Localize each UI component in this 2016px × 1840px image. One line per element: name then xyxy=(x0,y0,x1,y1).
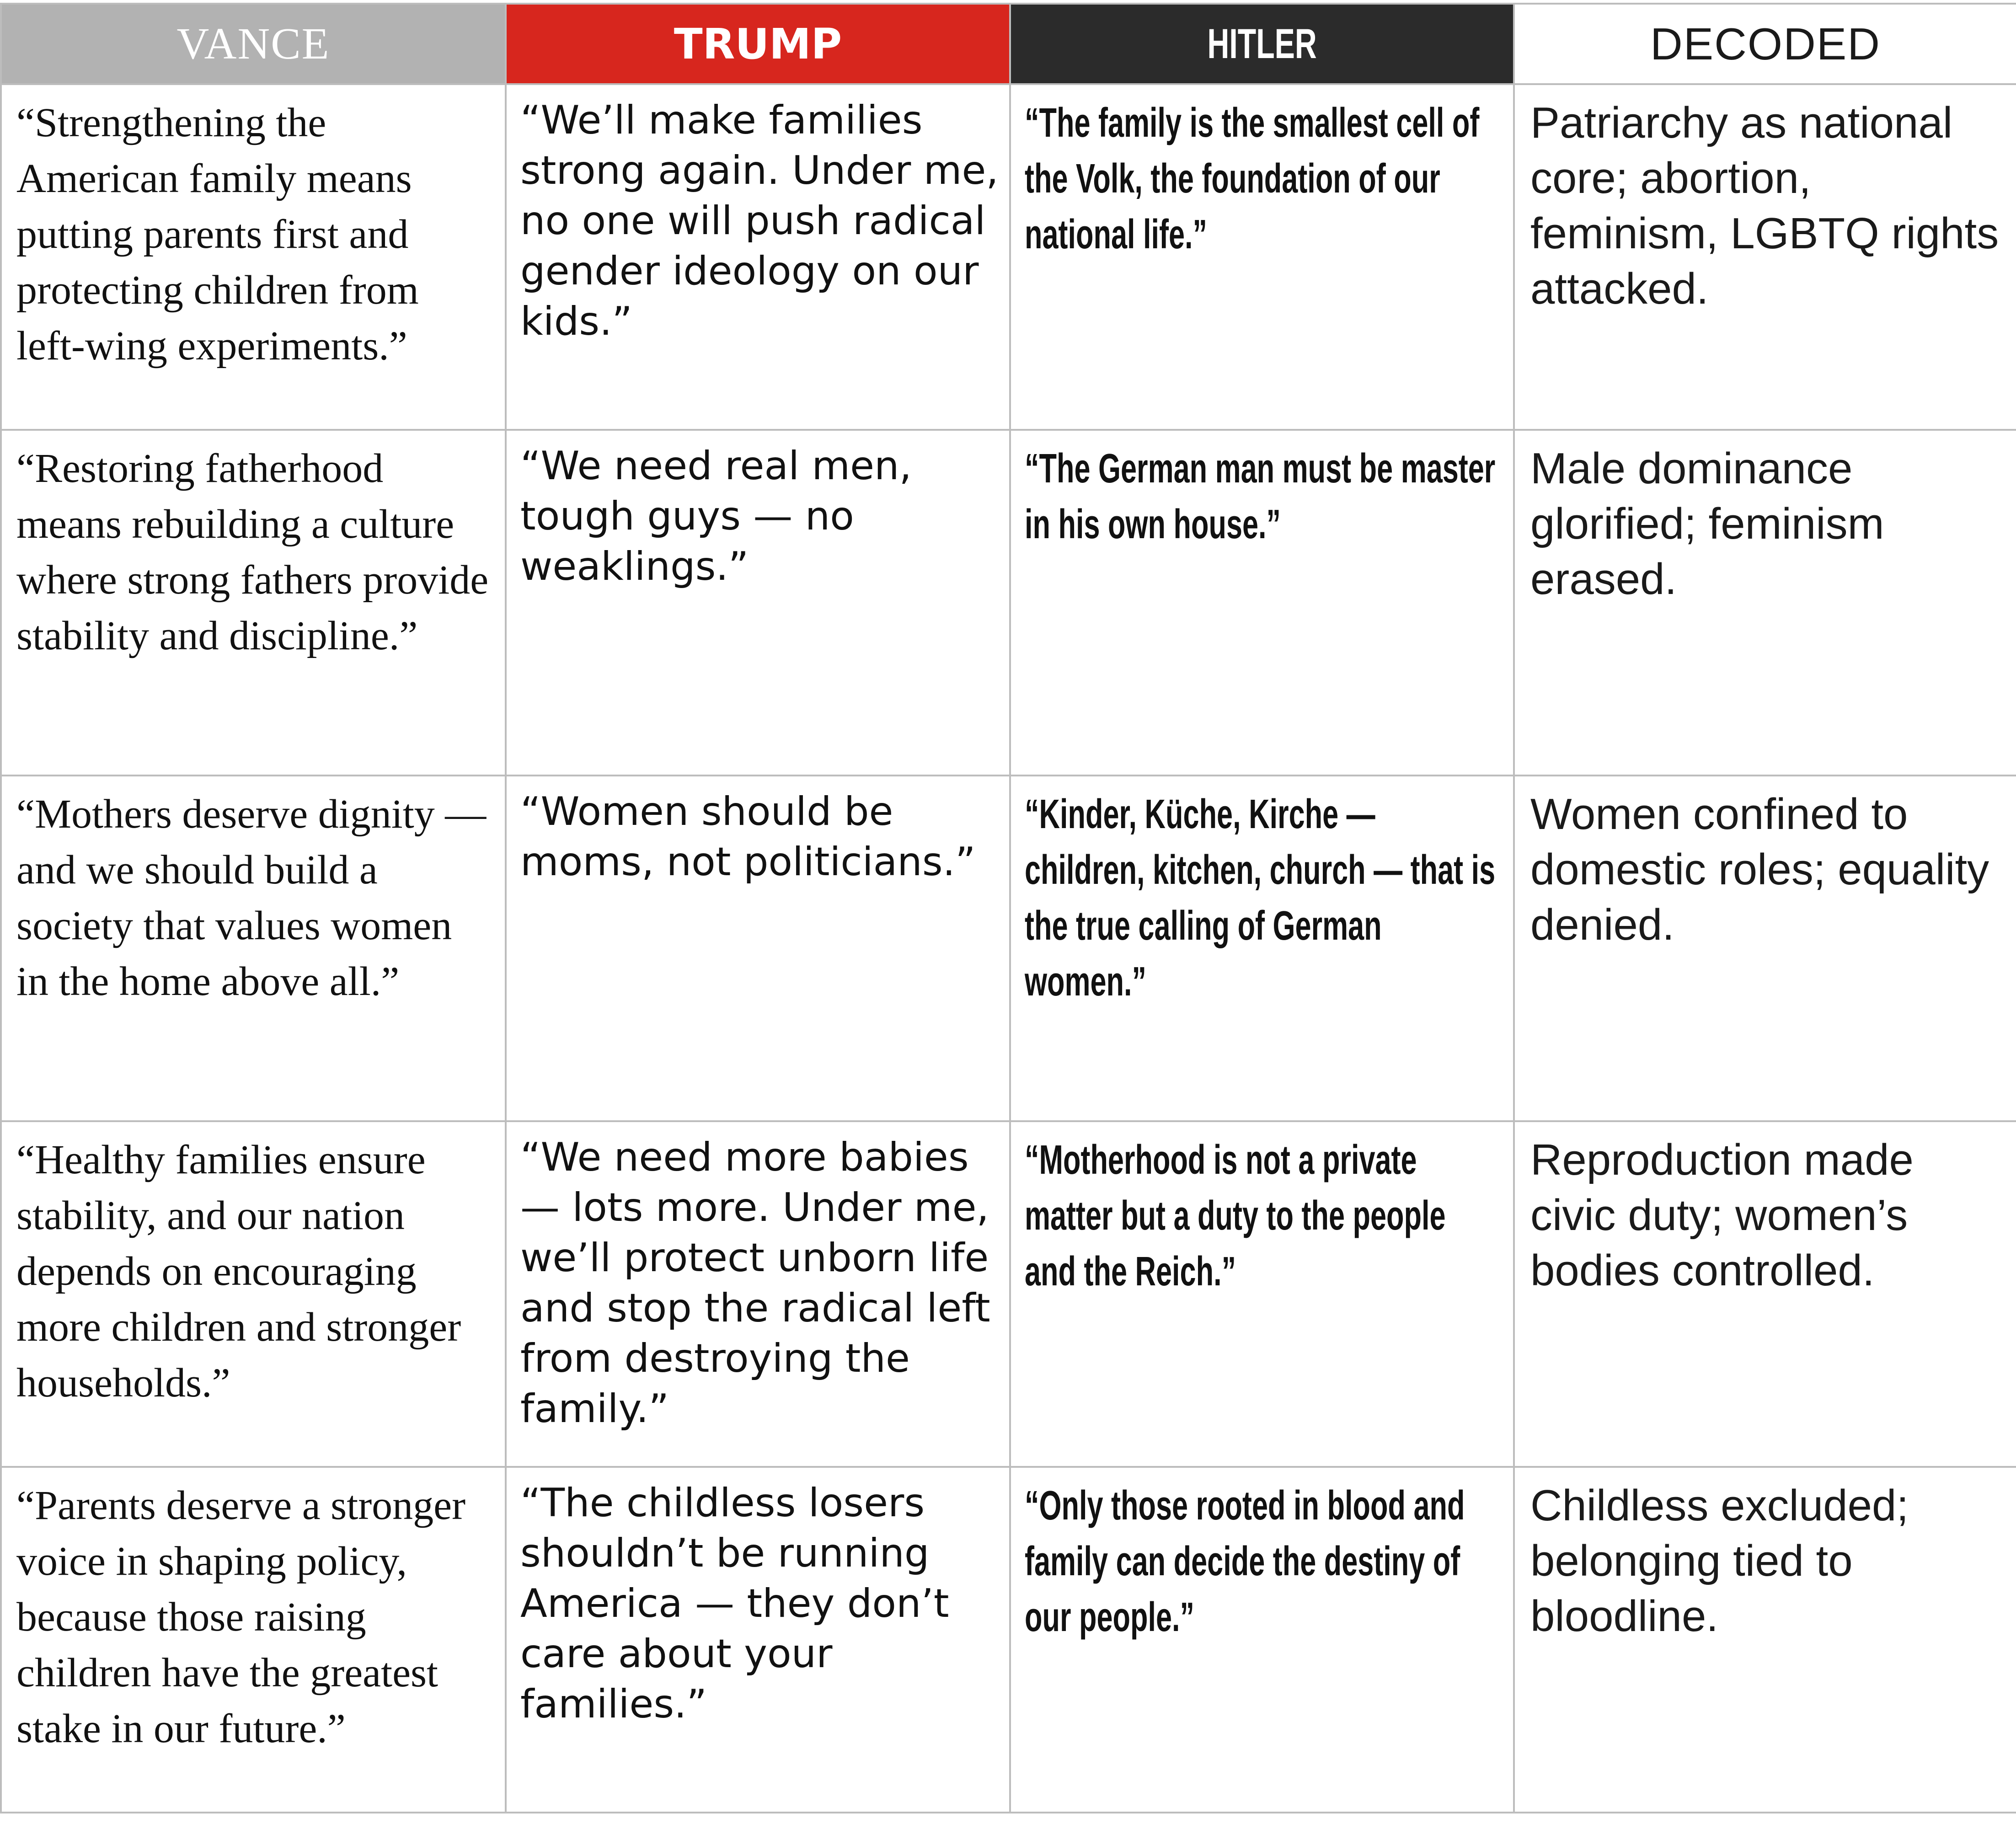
hitler-cell xyxy=(1010,776,1514,1121)
hitler-quote-text: “Motherhood is not a private matter but a duty to the people and the Reich.” xyxy=(1025,1137,1446,1294)
vance-quote: “Healthy families ensure stability, and our nation depends on encouraging more children and stronger households.” xyxy=(16,1137,461,1406)
hitler-quote-text: “The German man must be master in his own house.” xyxy=(1025,446,1496,547)
table-row xyxy=(1,1121,2016,1467)
hitler-quote xyxy=(1011,431,1513,552)
table-row xyxy=(1,84,2016,430)
trump-cell xyxy=(506,84,1010,430)
table-row xyxy=(1,430,2016,776)
trump-cell xyxy=(506,430,1010,776)
decoded-cell xyxy=(1514,84,2016,430)
hitler-quote xyxy=(1011,776,1513,1010)
vance-quote: “Restoring fatherhood means rebuilding a culture where strong fathers provide stability and discipline.” xyxy=(16,446,489,658)
comparison-table xyxy=(0,3,2016,1813)
decoded-cell xyxy=(1514,1121,2016,1467)
decoded-text: Male dominance glorified; feminism erased. xyxy=(1530,444,1884,604)
trump-quote: “We need more babies — lots more. Under me, we’ll protect unborn life and stop the radical left from destroying the family.” xyxy=(520,1134,990,1432)
decoded-text: Reproduction made civic duty; women’s bodies controlled. xyxy=(1530,1135,1914,1295)
trump-quote: “The childless losers shouldn’t be running America — they don’t care about your families.” xyxy=(520,1480,949,1727)
header-vance: VANCE xyxy=(1,4,506,84)
header-row xyxy=(1,4,2016,84)
trump-cell xyxy=(506,1121,1010,1467)
trump-quote: “We’ll make families strong again. Under me, no one will push radical gender ideology on our kids.” xyxy=(520,97,999,344)
decoded-cell xyxy=(1514,776,2016,1121)
hitler-quote-text: “Kinder, Küche, Kirche — children, kitchen, church — that is the true calling of German women.” xyxy=(1025,792,1496,1005)
table-row xyxy=(1,776,2016,1121)
header-hitler xyxy=(1010,4,1514,84)
trump-cell xyxy=(506,776,1010,1121)
header-trump: TRUMP xyxy=(506,4,1010,84)
hitler-quote-text: “Only those rooted in blood and family can decide the destiny of our people.” xyxy=(1025,1483,1465,1640)
hitler-quote xyxy=(1011,1122,1513,1300)
table-row xyxy=(1,1467,2016,1813)
hitler-cell xyxy=(1010,430,1514,776)
vance-cell xyxy=(1,1121,506,1467)
decoded-text: Childless excluded; belonging tied to bloodline. xyxy=(1530,1481,1909,1641)
hitler-cell xyxy=(1010,84,1514,430)
hitler-cell xyxy=(1010,1121,1514,1467)
decoded-text: Patriarchy as national core; abortion, feminism, LGBTQ rights attacked. xyxy=(1530,98,1999,313)
vance-quote: “Strengthening the American family means putting parents first and protecting children from left-wing experiments.” xyxy=(16,100,419,369)
vance-quote: “Parents deserve a stronger voice in shaping policy, because those raising children have the greatest stake in our future.” xyxy=(16,1483,466,1751)
trump-cell xyxy=(506,1467,1010,1813)
hitler-quote xyxy=(1011,1468,1513,1645)
header-hitler-label: HITLER xyxy=(1207,20,1317,67)
vance-cell xyxy=(1,84,506,430)
vance-cell xyxy=(1,776,506,1121)
trump-quote: “We need real men, tough guys — no weaklings.” xyxy=(520,443,912,589)
hitler-cell xyxy=(1010,1467,1514,1813)
vance-quote: “Mothers deserve dignity — and we should build a society that values women in the home above all.” xyxy=(16,792,487,1004)
decoded-text: Women confined to domestic roles; equality denied. xyxy=(1530,790,1989,949)
vance-cell xyxy=(1,430,506,776)
decoded-cell xyxy=(1514,430,2016,776)
hitler-quote-text: “The family is the smallest cell of the Volk, the foundation of our national life.” xyxy=(1025,100,1480,257)
vance-cell xyxy=(1,1467,506,1813)
decoded-cell xyxy=(1514,1467,2016,1813)
trump-quote: “Women should be moms, not politicians.” xyxy=(520,789,976,885)
hitler-quote xyxy=(1011,85,1513,262)
header-decoded: DECODED xyxy=(1514,4,2016,84)
